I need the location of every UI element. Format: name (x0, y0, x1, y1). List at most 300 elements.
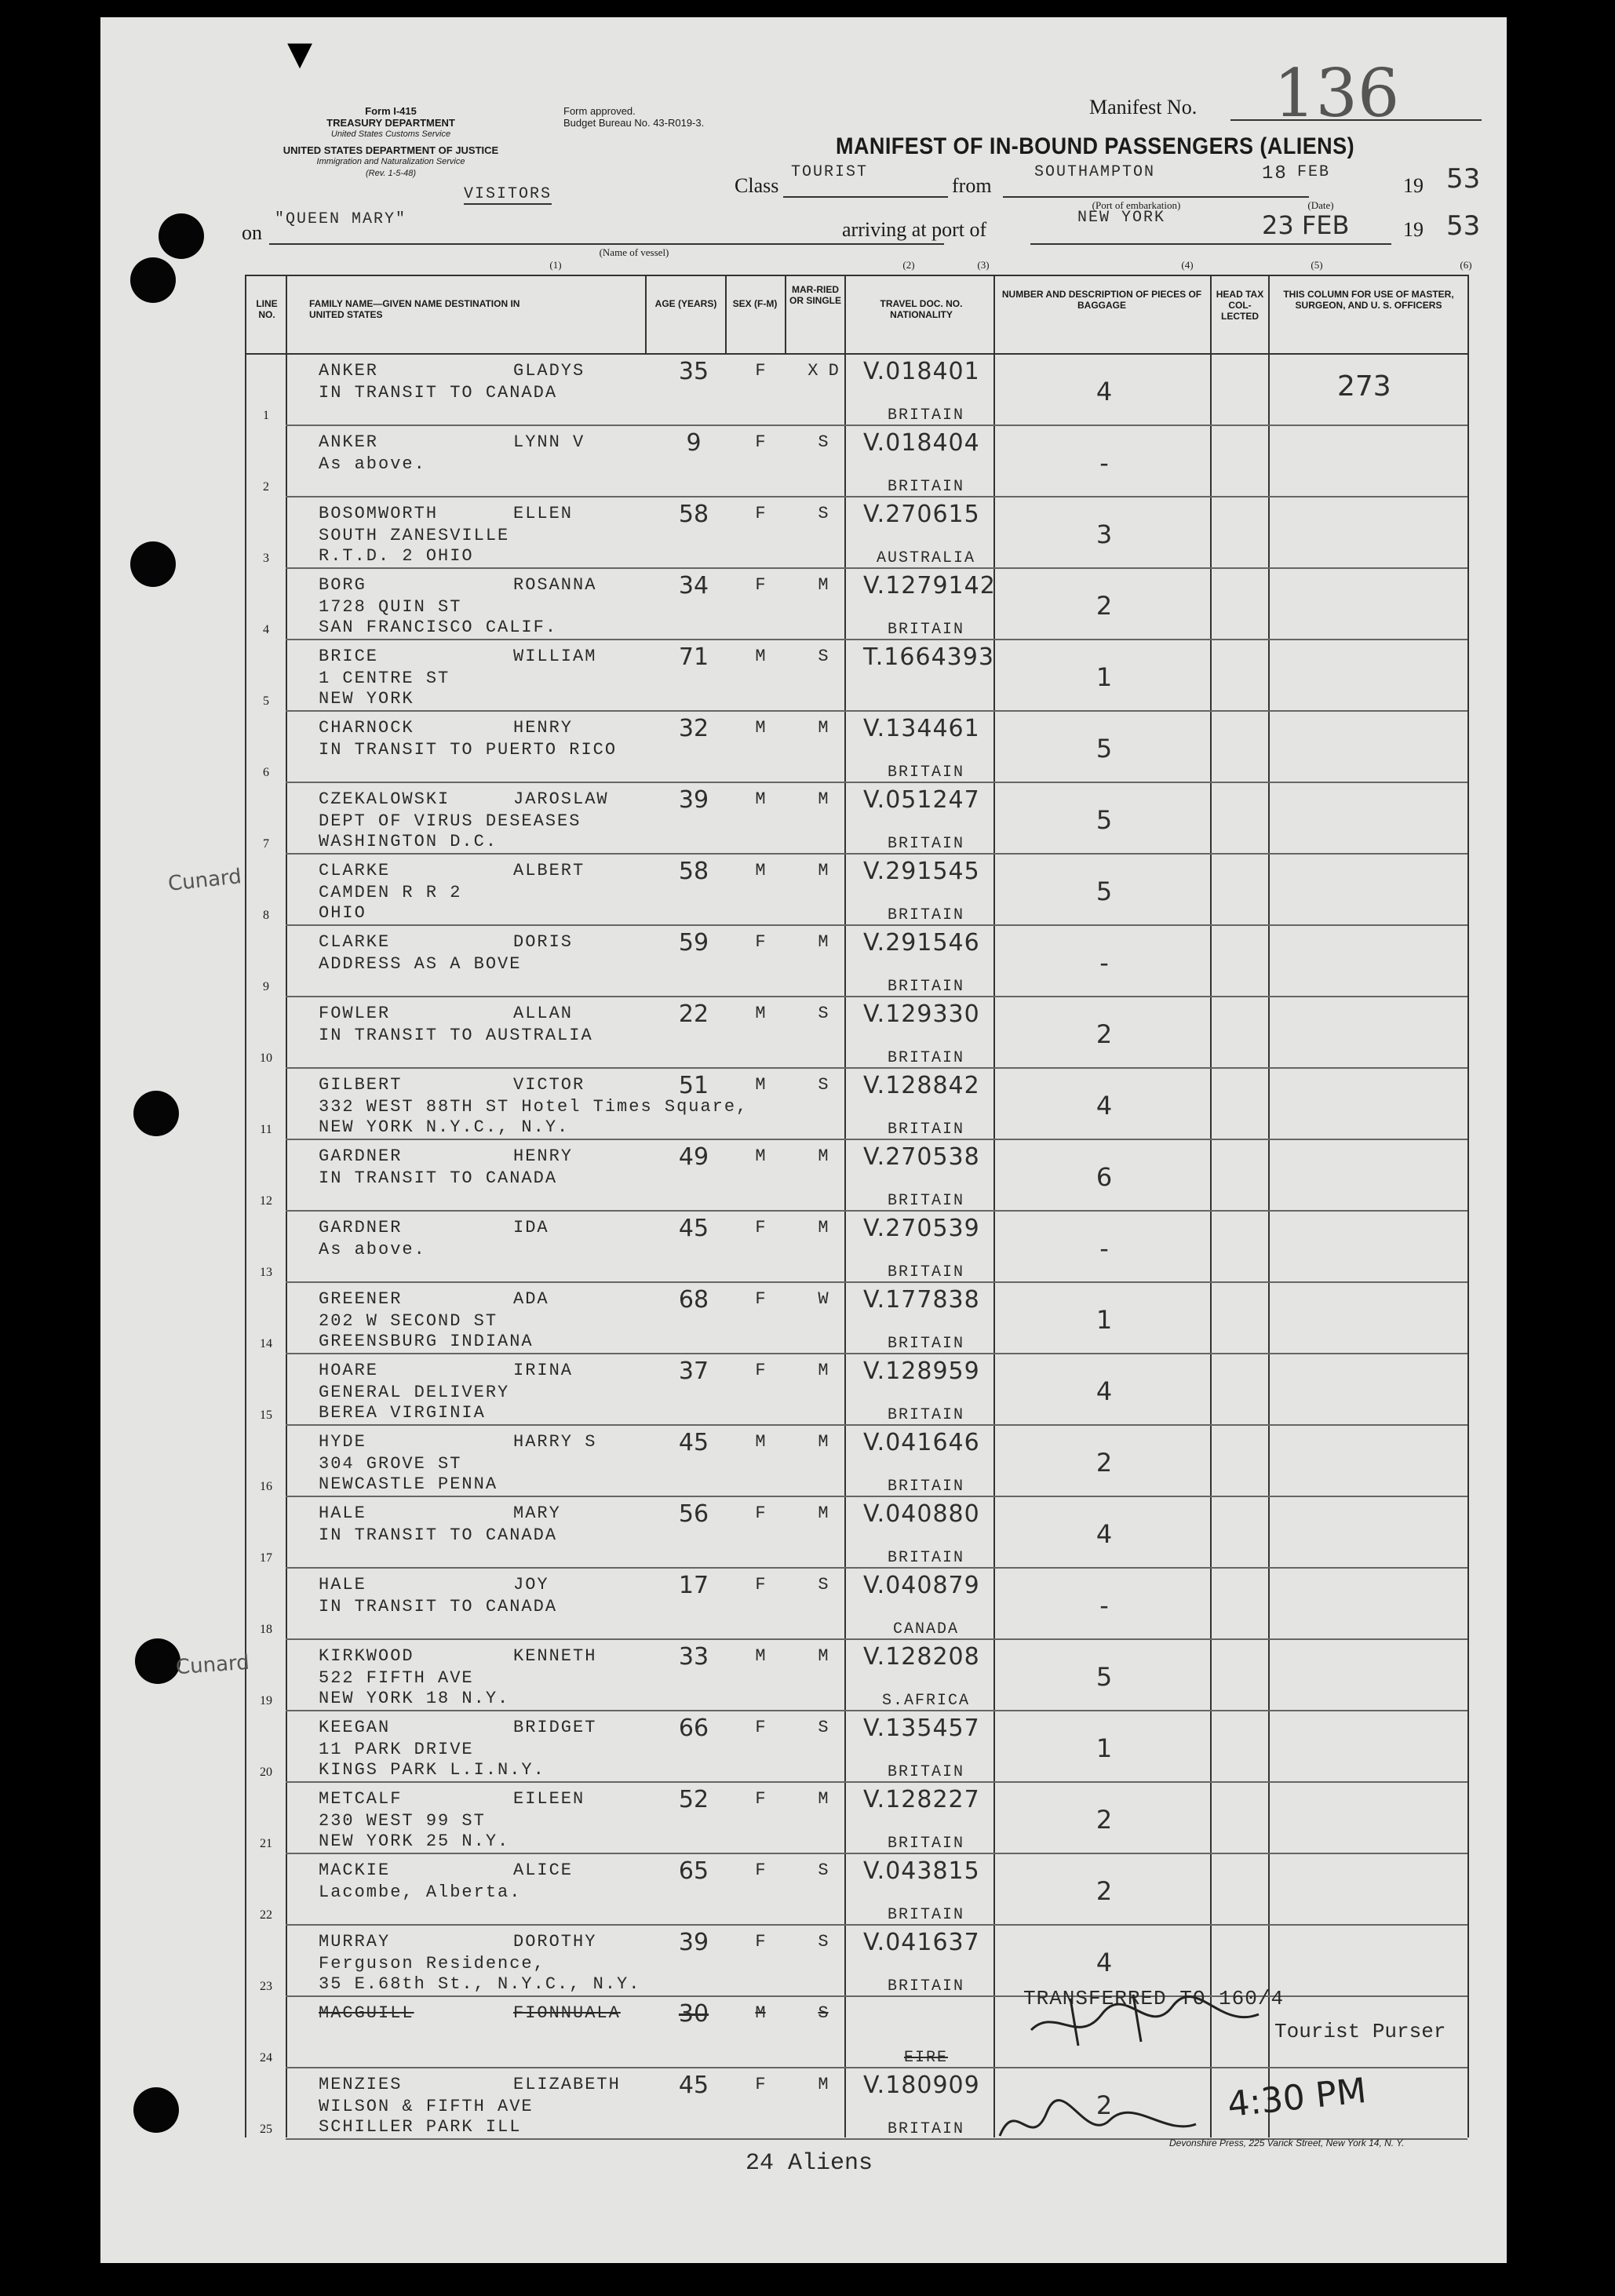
table-row (246, 1354, 1467, 1426)
marital-status: M (818, 1361, 829, 1380)
col-head-line: LINE NO. (256, 298, 278, 320)
family-name: CZEKALOWSKI (319, 789, 450, 809)
baggage-count: - (1099, 948, 1109, 978)
travel-doc-number: V.291545 (863, 858, 980, 885)
baggage-count: 1 (1096, 1305, 1113, 1335)
sex: F (755, 2075, 766, 2094)
punch-hole (133, 2087, 179, 2133)
family-name: FOWLER (319, 1004, 391, 1023)
punch-hole (130, 541, 176, 587)
table-row (246, 426, 1467, 497)
manifest-no: 136 (1274, 55, 1400, 132)
table-row (246, 1783, 1467, 1854)
punch-hole (130, 257, 176, 303)
depart-day: 18 (1262, 163, 1288, 184)
line-number: 8 (263, 909, 269, 922)
line-number: 15 (260, 1409, 272, 1422)
destination-line-1: 332 WEST 88TH ST Hotel Times Square, (319, 1097, 749, 1117)
marital-status: S (818, 1575, 829, 1594)
family-name: CLARKE (319, 861, 391, 880)
travel-doc-number: V.128842 (863, 1072, 980, 1099)
table-row (246, 1283, 1467, 1354)
sex: M (755, 1646, 766, 1666)
sex: F (755, 1289, 766, 1309)
age: 33 (678, 1643, 709, 1671)
transferred-note: TRANSFERRED TO 160/4 (1023, 1987, 1285, 2010)
baggage-count: 4 (1096, 1948, 1113, 1977)
baggage-count: 6 (1096, 1162, 1113, 1192)
table-header (246, 276, 1467, 355)
travel-doc-number: V.018401 (863, 358, 980, 385)
destination-line-1: SOUTH ZANESVILLE (319, 526, 510, 545)
marital-status: S (818, 1860, 829, 1880)
given-name: HENRY (513, 1146, 574, 1166)
destination-line-1: IN TRANSIT TO CANADA (319, 1597, 558, 1616)
line-number: 16 (260, 1480, 272, 1493)
travel-doc-number: V.134461 (863, 715, 980, 742)
sex: M (755, 1075, 766, 1095)
line-number: 10 (260, 1051, 272, 1065)
given-name: LYNN V (513, 432, 585, 452)
baggage-count: 4 (1096, 1519, 1113, 1549)
travel-doc-number: V.270538 (863, 1143, 980, 1171)
baggage-count: 2 (1096, 2090, 1113, 2120)
given-name: KENNETH (513, 1646, 597, 1666)
arrival-date: 23 FEB (1262, 210, 1350, 240)
destination-line-1: 202 W SECOND ST (319, 1311, 498, 1331)
age: 45 (678, 2072, 709, 2099)
baggage-count: 5 (1096, 1662, 1113, 1692)
cunard-note-1: Cunard (166, 865, 243, 896)
baggage-count: 5 (1096, 876, 1113, 906)
marital-status: S (818, 647, 829, 666)
destination-line-2: NEW YORK 18 N.Y. (319, 1689, 510, 1708)
age: 49 (678, 1143, 709, 1171)
nationality: BRITAIN (887, 1835, 964, 1853)
family-name: GARDNER (319, 1146, 403, 1166)
family-name: CLARKE (319, 932, 391, 952)
vessel-name: "QUEEN MARY" (275, 210, 407, 228)
table-row (246, 783, 1467, 855)
cunard-note-2: Cunard (175, 1650, 250, 1680)
destination-line-1: 1728 QUIN ST (319, 597, 462, 617)
family-name: GILBERT (319, 1075, 403, 1095)
vessel-line (269, 243, 944, 245)
destination-line-1: As above. (319, 1240, 426, 1259)
from-value: SOUTHAMPTON (1034, 163, 1156, 181)
age: 17 (678, 1572, 709, 1599)
on-label: on (242, 221, 262, 244)
family-name: ANKER (319, 361, 379, 381)
marital-status: M (818, 1503, 829, 1523)
line-number: 4 (263, 623, 269, 636)
line-number: 11 (260, 1123, 272, 1136)
age: 22 (678, 1000, 709, 1028)
baggage-count: 2 (1096, 591, 1113, 621)
baggage-count: 2 (1096, 1876, 1113, 1906)
given-name: HARRY S (513, 1432, 597, 1452)
table-row (246, 1212, 1467, 1283)
line-number: 1 (263, 409, 269, 422)
family-name: MACKIE (319, 1860, 391, 1880)
from-label: from (952, 174, 992, 197)
destination-line-1: IN TRANSIT TO CANADA (319, 1525, 558, 1545)
destination-line-1: WILSON & FIFTH AVE (319, 2097, 534, 2116)
destination-line-2: KINGS PARK L.I.N.Y. (319, 1760, 545, 1780)
table-row (246, 1569, 1467, 1640)
depart-month: FEB (1297, 163, 1331, 181)
page-title: MANIFEST OF IN-BOUND PASSENGERS (ALIENS) (836, 133, 1355, 159)
form-number: Form I-415 (365, 105, 417, 117)
travel-doc-number: V.177838 (863, 1286, 980, 1314)
family-name: CHARNOCK (319, 718, 414, 738)
given-name: BRIDGET (513, 1718, 597, 1737)
age: 71 (678, 643, 709, 671)
given-name: IDA (513, 1218, 549, 1237)
line-number: 17 (260, 1551, 272, 1565)
nationality: BRITAIN (887, 1549, 964, 1567)
destination-line-2: BEREA VIRGINIA (319, 1403, 486, 1423)
nationality: BRITAIN (887, 1406, 964, 1424)
punch-hole (133, 1091, 179, 1136)
nationality: S.AFRICA (881, 1692, 970, 1710)
given-name: DOROTHY (513, 1932, 597, 1952)
age: 58 (678, 858, 709, 885)
nationality: BRITAIN (887, 406, 964, 425)
marital-status: X D (808, 361, 839, 381)
travel-doc-number: V.041646 (863, 1429, 980, 1456)
destination-line-1: Lacombe, Alberta. (319, 1882, 522, 1902)
sex: F (755, 1932, 766, 1952)
age: 37 (678, 1358, 709, 1385)
nationality: BRITAIN (887, 906, 964, 924)
line-number: 14 (260, 1337, 272, 1350)
table-row (246, 712, 1467, 783)
year-prefix-1: 19 (1403, 174, 1424, 197)
line-number: 25 (260, 2123, 272, 2136)
travel-doc-number: V.129330 (863, 1000, 980, 1028)
marital-status: M (818, 1218, 829, 1237)
col-number-5: (5) (1311, 259, 1323, 271)
class-value: TOURIST (791, 163, 869, 181)
table-row (246, 855, 1467, 926)
baggage-count: 4 (1096, 1376, 1113, 1406)
nationality: BRITAIN (887, 1335, 964, 1353)
table-row (246, 926, 1467, 997)
destination-line-1: 522 FIFTH AVE (319, 1668, 474, 1688)
manifest-table (166, 275, 1469, 2138)
marital-status: M (818, 932, 829, 952)
line-number: 23 (260, 1980, 272, 1993)
marital-status: M (818, 575, 829, 595)
destination-line-1: IN TRANSIT TO AUSTRALIA (319, 1026, 593, 1045)
given-name: ELIZABETH (513, 2075, 621, 2094)
family-name: MURRAY (319, 1932, 391, 1952)
sex: M (755, 2003, 766, 2023)
travel-doc-number: V.041637 (863, 1929, 980, 1956)
line-number: 18 (260, 1623, 272, 1636)
alien-total: 24 Aliens (746, 2150, 873, 2177)
marital-status: S (818, 432, 829, 452)
col-number-3: (3) (977, 259, 990, 271)
destination-line-2: SAN FRANCISCO CALIF. (319, 618, 558, 637)
col-number-4: (4) (1181, 259, 1194, 271)
printer-credit: Devonshire Press, 225 Varick Street, New York 14, N. Y. (1169, 2137, 1405, 2148)
destination-line-1: IN TRANSIT TO CANADA (319, 383, 558, 403)
destination-line-1: Ferguson Residence, (319, 1954, 545, 1973)
age: 30 (678, 2000, 709, 2028)
marital-status: M (818, 1789, 829, 1809)
sex: M (755, 789, 766, 809)
col-head-doc: TRAVEL DOC. NO. NATIONALITY (880, 298, 963, 320)
given-name: WILLIAM (513, 647, 597, 666)
given-name: MARY (513, 1503, 561, 1523)
destination-line-1: 304 GROVE ST (319, 1454, 462, 1474)
nationality: BRITAIN (887, 1121, 964, 1139)
given-name: IRINA (513, 1361, 574, 1380)
family-name: MACGUILL (319, 2003, 414, 2023)
destination-line-2: NEW YORK N.Y.C., N.Y. (319, 1117, 570, 1137)
family-name: MENZIES (319, 2075, 403, 2094)
corner-mark: ▾ (287, 24, 313, 82)
baggage-count: 1 (1096, 662, 1113, 692)
nationality: CANADA (892, 1620, 959, 1638)
baggage-count: 2 (1096, 1448, 1113, 1478)
age: 66 (678, 1715, 709, 1742)
year-prefix-2: 19 (1403, 218, 1424, 241)
age: 39 (678, 1929, 709, 1956)
col-head-baggage: NUMBER AND DESCRIPTION OF PIECES OF BAGGAGE (1001, 289, 1202, 311)
line-number: 9 (263, 980, 269, 993)
table-row (246, 1140, 1467, 1212)
line-number: 20 (260, 1766, 272, 1779)
visitors-stamp: VISITORS (464, 185, 552, 203)
nationality: BRITAIN (887, 1263, 964, 1281)
form-approved-text: Form approved. (563, 105, 636, 117)
baggage-count: 3 (1096, 519, 1113, 549)
sex: M (755, 718, 766, 738)
age: 45 (678, 1429, 709, 1456)
travel-doc-number: V.1279142 (863, 572, 996, 600)
table-row (246, 1711, 1467, 1783)
col-head-headtax: HEAD TAX COL-LECTED (1216, 289, 1264, 322)
given-name: ALLAN (513, 1004, 574, 1023)
form-approved (563, 105, 783, 129)
baggage-count: - (1099, 1591, 1109, 1620)
manifest-no-label: Manifest No. (1089, 96, 1198, 118)
family-name: HALE (319, 1575, 366, 1594)
table-row (246, 355, 1467, 426)
age: 58 (678, 501, 709, 528)
baggage-count: 1 (1096, 1733, 1113, 1763)
destination-line-1: CAMDEN R R 2 (319, 883, 462, 902)
age: 32 (678, 715, 709, 742)
baggage-count: - (1099, 1234, 1109, 1263)
marital-status: M (818, 1432, 829, 1452)
department: TREASURY DEPARTMENT (326, 117, 455, 129)
table-row (246, 569, 1467, 640)
punch-hole (135, 1638, 180, 1684)
class-label: Class (735, 174, 779, 197)
age: 68 (678, 1286, 709, 1314)
sex: F (755, 361, 766, 381)
age: 59 (678, 929, 709, 957)
marital-status: M (818, 861, 829, 880)
travel-doc-number: T.1664393 (863, 643, 994, 671)
given-name: HENRY (513, 718, 574, 738)
travel-doc-number: V.128208 (863, 1643, 980, 1671)
time-note: 4:30 PM (1225, 2070, 1369, 2126)
destination-line-2: NEWCASTLE PENNA (319, 1474, 498, 1494)
from-line (1003, 196, 1309, 198)
marital-status: S (818, 504, 829, 523)
sex: F (755, 432, 766, 452)
col-number-2: (2) (902, 259, 915, 271)
budget-bureau: Budget Bureau No. 43-R019-3. (563, 117, 705, 129)
purser-signature (1023, 1991, 1274, 2054)
col-head-sex: SEX (F-M) (732, 298, 778, 309)
nationality: BRITAIN (887, 1478, 964, 1496)
given-name: ADA (513, 1289, 549, 1309)
table-row (246, 497, 1467, 569)
col-head-age: AGE (YEARS) (654, 298, 717, 309)
family-name: HYDE (319, 1432, 366, 1452)
baggage-count: 5 (1096, 805, 1113, 835)
given-name: FIONNUALA (513, 2003, 621, 2023)
age: 52 (678, 1786, 709, 1813)
age: 34 (678, 572, 709, 600)
line-number: 3 (263, 552, 269, 565)
baggage-count: 4 (1096, 1091, 1113, 1121)
line-number: 19 (260, 1694, 272, 1707)
given-name: DORIS (513, 932, 574, 952)
col-head-name: FAMILY NAME—GIVEN NAME DESTINATION IN UNITED STATES (309, 298, 520, 320)
sex: F (755, 504, 766, 523)
age: 39 (678, 786, 709, 814)
destination-line-2: WASHINGTON D.C. (319, 832, 498, 851)
table-row (246, 1426, 1467, 1497)
tourist-purser: Tourist Purser (1274, 2020, 1446, 2043)
travel-doc-number: V.180909 (863, 2072, 980, 2099)
sex: F (755, 575, 766, 595)
col-head-married: MAR-RIED OR SINGLE (789, 284, 841, 306)
destination-line-2: 35 E.68th St., N.Y.C., N.Y. (319, 1974, 641, 1994)
line-number: 24 (260, 2051, 272, 2065)
line-number: 2 (263, 480, 269, 494)
arriving-label: arriving at port of (842, 218, 987, 241)
nationality: EIRE (903, 2049, 948, 2067)
family-name: HALE (319, 1503, 366, 1523)
justice-block (242, 144, 540, 180)
marital-status: M (818, 718, 829, 738)
family-name: ANKER (319, 432, 379, 452)
age: 51 (678, 1072, 709, 1099)
arrival-line (1030, 243, 1391, 245)
age: 35 (678, 358, 709, 385)
table-row (246, 1926, 1467, 1997)
age: 45 (678, 1215, 709, 1242)
arrival-year: 53 (1446, 210, 1481, 242)
line-number: 7 (263, 837, 269, 851)
family-name: BORG (319, 575, 366, 595)
given-name: JAROSLAW (513, 789, 609, 809)
destination-line-1: IN TRANSIT TO PUERTO RICO (319, 740, 618, 760)
travel-doc-number: V.128227 (863, 1786, 980, 1813)
sex: F (755, 1503, 766, 1523)
travel-doc-number: V.043815 (863, 1857, 980, 1885)
sex: F (755, 1718, 766, 1737)
nationality: BRITAIN (887, 1763, 964, 1781)
marital-status: S (818, 2003, 829, 2023)
nationality: BRITAIN (887, 1049, 964, 1067)
destination-line-2: NEW YORK 25 N.Y. (319, 1831, 510, 1851)
travel-doc-number: V.135457 (863, 1715, 980, 1742)
line-number: 13 (260, 1266, 272, 1279)
sex: M (755, 861, 766, 880)
travel-doc-number: V.128959 (863, 1358, 980, 1385)
customs-service: United States Customs Service (330, 129, 451, 139)
table-row (246, 997, 1467, 1069)
nationality: BRITAIN (887, 621, 964, 639)
sex: M (755, 647, 766, 666)
given-name: ALICE (513, 1860, 574, 1880)
table-row (246, 1497, 1467, 1569)
table-row (246, 1069, 1467, 1140)
baggage-count: 2 (1096, 1019, 1113, 1049)
destination-line-2: NEW YORK (319, 689, 414, 709)
family-name: BRICE (319, 647, 379, 666)
destination-line-2: OHIO (319, 903, 366, 923)
sex: F (755, 1860, 766, 1880)
line-number: 21 (260, 1837, 272, 1850)
marital-status: M (818, 789, 829, 809)
given-name: VICTOR (513, 1075, 585, 1095)
col-head-officers: THIS COLUMN FOR USE OF MASTER, SURGEON, AND U. S. OFFICERS (1283, 289, 1454, 311)
nationality: AUSTRALIA (876, 549, 976, 567)
punch-hole (159, 213, 204, 259)
baggage-count: 5 (1096, 734, 1113, 764)
nationality: BRITAIN (887, 2120, 964, 2138)
age: 9 (686, 429, 702, 457)
date-caption: (Date) (1307, 199, 1334, 211)
nationality: BRITAIN (887, 764, 964, 782)
family-name: BOSOMWORTH (319, 504, 439, 523)
nationality: BRITAIN (887, 1906, 964, 1924)
col-number-6: (6) (1460, 259, 1472, 271)
table-row (246, 1640, 1467, 1711)
marital-status: W (818, 1289, 829, 1309)
form-id-block (289, 105, 493, 140)
given-name: ROSANNA (513, 575, 597, 595)
col-number-1: (1) (549, 259, 562, 271)
marital-status: S (818, 1718, 829, 1737)
family-name: GARDNER (319, 1218, 403, 1237)
marital-status: M (818, 1146, 829, 1166)
sex: F (755, 932, 766, 952)
destination-line-1: 1 CENTRE ST (319, 669, 450, 688)
family-name: KEEGAN (319, 1718, 391, 1737)
given-name: GLADYS (513, 361, 585, 381)
travel-doc-number: V.270539 (863, 1215, 980, 1242)
family-name: METCALF (319, 1789, 403, 1809)
destination-line-1: 230 WEST 99 ST (319, 1811, 486, 1831)
family-name: GREENER (319, 1289, 403, 1309)
family-name: KIRKWOOD (319, 1646, 414, 1666)
line-number: 22 (260, 1908, 272, 1922)
sex: M (755, 1004, 766, 1023)
sex: F (755, 1789, 766, 1809)
vessel-caption: (Name of vessel) (599, 246, 669, 258)
